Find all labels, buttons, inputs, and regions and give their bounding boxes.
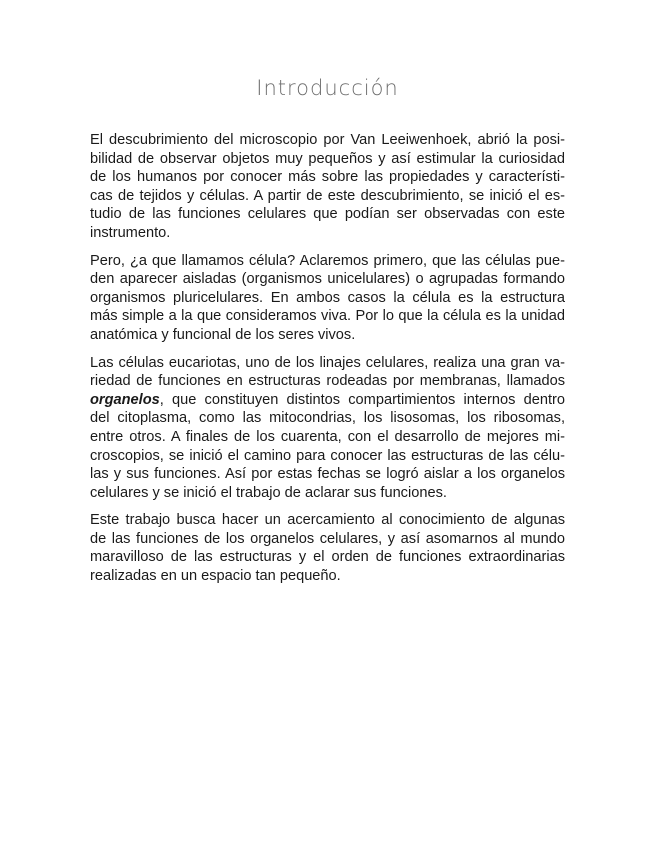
text-line: anatómica y funcional de los seres vivos. <box>90 326 356 343</box>
text-line: cas de tejidos y células. A partir de este descubrimiento, se inició el es- <box>90 187 565 204</box>
text-fragment: , que constituyen distintos compartimientos internos dentro <box>159 391 565 408</box>
paragraph-3 <box>90 354 565 503</box>
text-line: Pero, ¿a que llamamos célula? Aclaremos primero, que las células pue- <box>90 252 565 269</box>
text-line: den aparecer aisladas (organismos unicelulares) o agrupadas formando <box>90 271 565 288</box>
emphasized-term: organelos <box>90 391 160 408</box>
text-line: organismos pluricelulares. En ambos casos la célula es la estructura <box>90 289 565 306</box>
paragraph-gap <box>90 502 565 511</box>
paragraph-gap <box>90 345 565 354</box>
text-line: de las funciones de los organelos celulares, y así asomarnos al mundo <box>90 530 565 547</box>
text-line: croscopios, se inició el camino para conocer las estructuras de las célu- <box>90 447 565 464</box>
text-line: realizadas en un espacio tan pequeño. <box>90 568 341 585</box>
paragraph-2 <box>90 252 565 345</box>
body-text <box>90 131 565 586</box>
paragraph-4 <box>90 511 565 585</box>
text-line: tudio de las funciones celulares que podían ser observadas con este <box>90 206 565 223</box>
text-line: instrumento. <box>90 224 171 241</box>
text-line: entre otros. A finales de los cuarenta, con el desarrollo de mejores mi- <box>90 428 565 445</box>
text-line: celulares y se inició el trabajo de aclarar sus funciones. <box>90 484 447 501</box>
text-line: más simple a la que consideramos viva. Por lo que la célula es la unidad <box>90 308 565 325</box>
text-line: del citoplasma, como las mitocondrias, los lisosomas, los ribosomas, <box>90 410 565 427</box>
text-line-with-emphasis <box>90 391 565 410</box>
text-line: bilidad de observar objetos muy pequeños y así estimular la curiosidad <box>90 150 565 167</box>
text-line: las y sus funciones. Así por estas fechas se logró aislar a los organelos <box>90 466 565 483</box>
text-line: Este trabajo busca hacer un acercamiento al conocimiento de algunas <box>90 512 565 529</box>
paragraph-gap <box>90 243 565 252</box>
text-line: riedad de funciones en estructuras rodeadas por membranas, llamados <box>90 373 565 390</box>
page-title: Introducción <box>256 76 399 100</box>
text-line: El descubrimiento del microscopio por Van Leeiwenhoek, abrió la posi- <box>90 132 565 148</box>
text-line: de los humanos por conocer más sobre las propiedades y característi- <box>90 169 565 186</box>
paragraph-1 <box>90 131 565 243</box>
text-line: Las células eucariotas, uno de los linajes celulares, realiza una gran va- <box>90 354 565 371</box>
text-line: maravilloso de las estructuras y el orden de funciones extraordinarias <box>90 549 565 566</box>
